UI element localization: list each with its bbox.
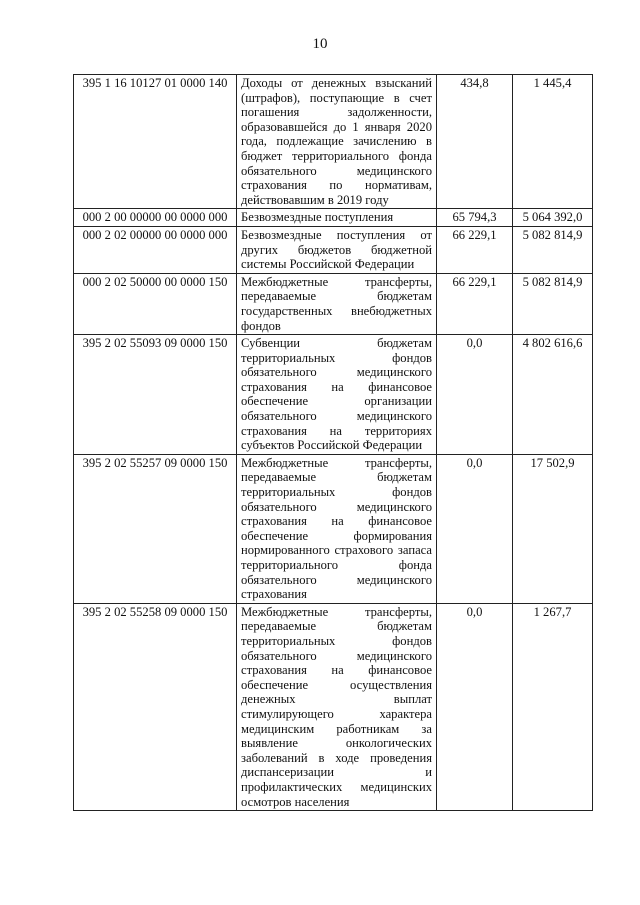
budget-classification-code: 000 2 02 50000 00 0000 150 <box>74 273 237 334</box>
amount-column-1: 0,0 <box>437 603 513 810</box>
amount-column-2: 5 064 392,0 <box>513 209 593 227</box>
revenue-description: Субвенции бюджетам территориальных фондов обязательного медицинского страхования на финансовое обеспечение организации обязательного медицинского страхования на территориях субъектов Российской Федерации <box>237 335 437 455</box>
table-row <box>74 75 593 209</box>
table-row <box>74 209 593 227</box>
table-row <box>74 603 593 810</box>
revenue-description: Межбюджетные трансферты, передаваемые бюджетам государственных внебюджетных фондов <box>237 273 437 334</box>
table-row <box>74 273 593 334</box>
amount-column-2: 5 082 814,9 <box>513 226 593 273</box>
amount-column-2: 5 082 814,9 <box>513 273 593 334</box>
amount-column-1: 66 229,1 <box>437 226 513 273</box>
amount-column-2: 17 502,9 <box>513 454 593 603</box>
table-row <box>74 226 593 273</box>
budget-classification-code: 395 2 02 55258 09 0000 150 <box>74 603 237 810</box>
revenue-description: Безвозмездные поступления от других бюджетов бюджетной системы Российской Федерации <box>237 226 437 273</box>
amount-column-2: 4 802 616,6 <box>513 335 593 455</box>
table-row <box>74 335 593 455</box>
amount-column-2: 1 267,7 <box>513 603 593 810</box>
amount-column-2: 1 445,4 <box>513 75 593 209</box>
budget-classification-code: 000 2 02 00000 00 0000 000 <box>74 226 237 273</box>
budget-classification-code: 395 2 02 55093 09 0000 150 <box>74 335 237 455</box>
amount-column-1: 0,0 <box>437 335 513 455</box>
amount-column-1: 434,8 <box>437 75 513 209</box>
revenue-description: Межбюджетные трансферты, передаваемые бюджетам территориальных фондов обязательного медицинского страхования на финансовое обеспечение формирования нормированного страхового запаса территориального фонда обязательного медицинского страхования <box>237 454 437 603</box>
revenue-description: Межбюджетные трансферты, передаваемые бюджетам территориальных фондов обязательного медицинского страхования на финансовое обеспечение осуществления денежных выплат стимулирующего характера медицинским работникам за выявление онкологических заболеваний в ходе проведения диспансеризации и профилактических медицинских осмотров населения <box>237 603 437 810</box>
page-number: 10 <box>312 36 328 52</box>
revenue-description: Безвозмездные поступления <box>237 209 437 227</box>
budget-revenue-table <box>73 74 593 811</box>
revenue-description: Доходы от денежных взысканий (штрафов), поступающие в счет погашения задолженности, образовавшейся до 1 января 2020 года, подлежащие зачислению в бюджет территориального фонда обязательного медицинского страхования по нормативам, действовавшим в 2019 году <box>237 75 437 209</box>
amount-column-1: 66 229,1 <box>437 273 513 334</box>
table-row <box>74 454 593 603</box>
budget-classification-code: 395 1 16 10127 01 0000 140 <box>74 75 237 209</box>
amount-column-1: 65 794,3 <box>437 209 513 227</box>
budget-classification-code: 000 2 00 00000 00 0000 000 <box>74 209 237 227</box>
budget-classification-code: 395 2 02 55257 09 0000 150 <box>74 454 237 603</box>
amount-column-1: 0,0 <box>437 454 513 603</box>
